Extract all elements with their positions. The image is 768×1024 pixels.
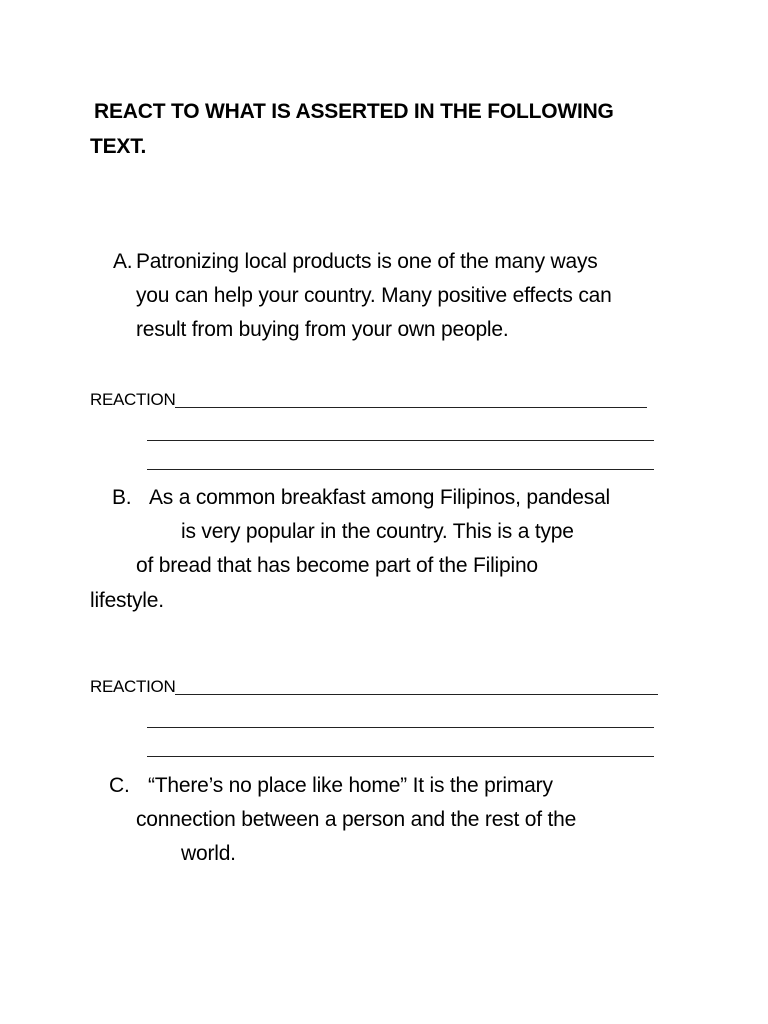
reaction-b-answer-line-3[interactable] — [147, 756, 654, 757]
reaction-a-answer-line-1[interactable] — [175, 407, 647, 408]
heading-line-2: TEXT. — [90, 135, 147, 158]
item-a-line-1: Patronizing local products is one of the many ways — [136, 250, 598, 273]
item-b-line-4: lifestyle. — [90, 589, 164, 612]
heading-line-1: REACT TO WHAT IS ASSERTED IN THE FOLLOWING — [94, 100, 614, 123]
reaction-b-answer-line-1[interactable] — [175, 694, 658, 695]
item-c-line-3: world. — [181, 842, 236, 865]
item-a-marker: A. — [113, 250, 133, 273]
item-b-line-2: is very popular in the country. This is a type — [181, 520, 574, 543]
item-b-line-3: of bread that has become part of the Filipino — [136, 554, 538, 577]
worksheet-heading — [90, 94, 690, 164]
item-c-marker: C. — [109, 774, 130, 797]
item-c-line-1: “There’s no place like home” It is the primary — [148, 774, 553, 797]
reaction-a-answer-line-3[interactable] — [147, 469, 654, 470]
reaction-a-answer-line-2[interactable] — [147, 440, 654, 441]
item-a-line-2: you can help your country. Many positive effects can — [136, 284, 612, 307]
reaction-b-answer-line-2[interactable] — [147, 727, 654, 728]
reaction-a-label: REACTION — [90, 390, 176, 409]
item-b-marker: B. — [112, 486, 132, 509]
item-a-line-3: result from buying from your own people. — [136, 318, 509, 341]
item-c-line-2: connection between a person and the rest of the — [136, 808, 577, 831]
item-b-line-1: As a common breakfast among Filipinos, pandesal — [149, 486, 611, 509]
reaction-b-label: REACTION — [90, 677, 176, 696]
